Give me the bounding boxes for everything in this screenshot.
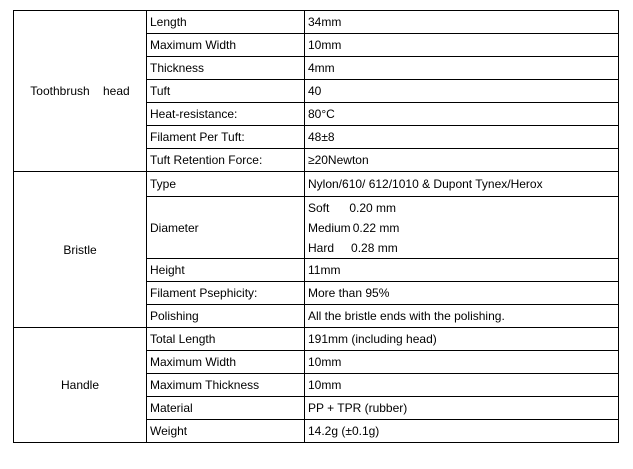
section-label: Bristle — [63, 242, 97, 257]
spec-label: Maximum Width — [147, 351, 305, 374]
spec-label: Maximum Thickness — [147, 374, 305, 397]
grade-label: Medium — [308, 220, 351, 235]
table-row — [14, 172, 619, 197]
spec-label: Tuft — [147, 80, 305, 103]
spec-label: Height — [147, 259, 305, 282]
spec-value: 40 — [305, 80, 619, 103]
grade-value: 0.20 mm — [349, 200, 397, 215]
diameter-line-medium — [308, 218, 615, 238]
section-label: Handle — [60, 378, 100, 392]
grade-value: 0.28 mm — [351, 240, 398, 255]
spec-label: Heat-resistance: — [147, 103, 305, 126]
spec-label: Maximum Width — [147, 34, 305, 57]
grade-label: Hard — [308, 240, 335, 255]
spec-value: ≥20Newton — [305, 149, 619, 172]
grade-label: Soft — [308, 200, 330, 215]
spec-label: Polishing — [147, 305, 305, 328]
diameter-line-soft — [308, 198, 615, 218]
spec-label: Thickness — [147, 57, 305, 80]
diameter-values — [305, 197, 619, 259]
spec-label: Material — [147, 397, 305, 420]
spec-label: Diameter — [147, 197, 305, 259]
spec-label: Filament Psephicity: — [147, 282, 305, 305]
spec-label: Weight — [147, 420, 305, 443]
spec-label: Length — [147, 11, 305, 34]
spec-value: 80°C — [305, 103, 619, 126]
spec-label: Total Length — [147, 328, 305, 351]
diameter-line-hard — [308, 238, 615, 258]
spec-value: 10mm — [305, 374, 619, 397]
spec-value: More than 95% — [305, 282, 619, 305]
section-bristle — [14, 172, 147, 328]
table-row — [14, 11, 619, 34]
spec-value: All the bristle ends with the polishing. — [305, 305, 619, 328]
spec-value: 10mm — [305, 351, 619, 374]
section-toothbrush-head — [14, 11, 147, 172]
spec-value: 4mm — [305, 57, 619, 80]
spec-value: PP + TPR (rubber) — [305, 397, 619, 420]
section-label: Toothbrush head — [30, 84, 130, 98]
spec-label: Type — [147, 172, 305, 197]
spec-value: 34mm — [305, 11, 619, 34]
spec-value: 14.2g (±0.1g) — [305, 420, 619, 443]
grade-value: 0.22 mm — [352, 220, 400, 235]
spec-value: 11mm — [305, 259, 619, 282]
spec-value: Nylon/610/ 612/1010 & Dupont Tynex/Herox — [305, 172, 619, 197]
table-row — [14, 328, 619, 351]
spec-table — [13, 10, 619, 443]
spec-label: Filament Per Tuft: — [147, 126, 305, 149]
section-handle — [14, 328, 147, 443]
spec-label: Tuft Retention Force: — [147, 149, 305, 172]
spec-value: 191mm (including head) — [305, 328, 619, 351]
spec-value: 48±8 — [305, 126, 619, 149]
spec-value: 10mm — [305, 34, 619, 57]
